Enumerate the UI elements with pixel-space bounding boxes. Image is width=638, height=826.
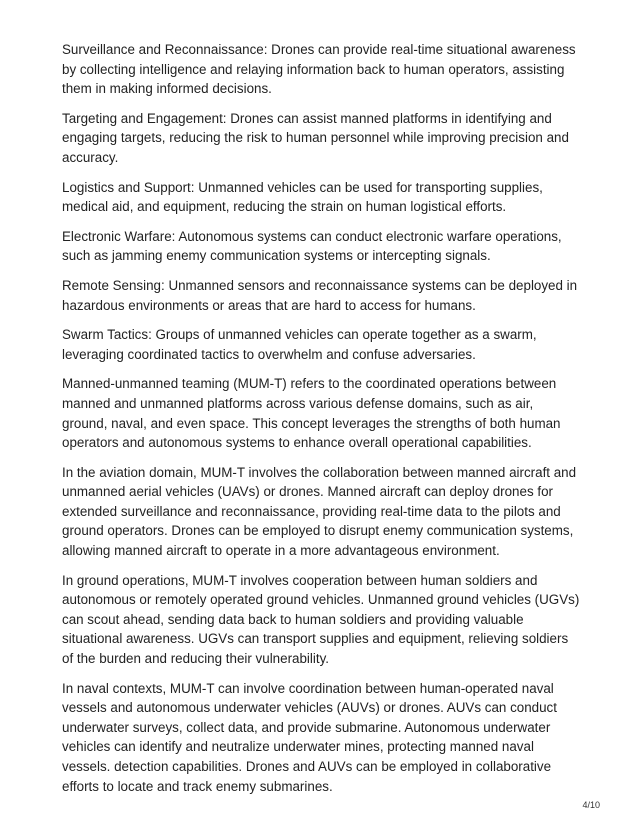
paragraph-surveillance-reconnaissance: Surveillance and Reconnaissance: Drones can provide real-time situational awareness by collecting intelligence and relaying information back to human operators, assisting them in making informed decisions. — [62, 42, 576, 97]
paragraph-mum-t-definition: Manned-unmanned teaming (MUM-T) refers to the coordinated operations between manned and unmanned platforms across various defense domains, such as air, ground, naval, and even space. This concept leverages the strengths of both human operators and autonomous systems to enhance overall operational capabilities. — [62, 376, 561, 451]
paragraph-remote-sensing: Remote Sensing: Unmanned sensors and reconnaissance systems can be deployed in hazardous environments or areas that are hard to access for humans. — [62, 277, 578, 313]
document-body — [62, 40, 582, 806]
paragraph-aviation-domain: In the aviation domain, MUM-T involves the collaboration between manned aircraft and unmanned aerial vehicles (UAVs) or drones. Manned aircraft can deploy drones for extended surveillance and reconnaissance, providing real-time data to the pilots and ground operators. Drones can be employed to disrupt enemy communication systems, allowing manned aircraft to operate in a more advantageous environment. — [62, 464, 577, 559]
paragraph-targeting-engagement: Targeting and Engagement: Drones can assist manned platforms in identifying and engaging targets, reducing the risk to human personnel while improving precision and accuracy. — [62, 110, 569, 165]
paragraph-ground-operations: In ground operations, MUM-T involves cooperation between human soldiers and autonomous or remotely operated ground vehicles. Unmanned ground vehicles (UGVs) can scout ahead, sending data back to human soldiers and providing valuable situational awareness. UGVs can transport supplies and equipment, relieving soldiers of the burden and reducing their vulnerability. — [62, 572, 580, 667]
paragraph-naval-contexts: In naval contexts, MUM-T can involve coordination between human-operated naval vessels and autonomous underwater vehicles (AUVs) or drones. AUVs can conduct underwater surveys, collect data, and provide submarine. Autonomous underwater vehicles can identify and neutralize underwater mines, protecting manned naval vessels. detection capabilities. Drones and AUVs can be employed in collaborative efforts to locate and track enemy submarines. — [62, 680, 557, 794]
paragraph-logistics-support: Logistics and Support: Unmanned vehicles can be used for transporting supplies, medical aid, and equipment, reducing the strain on human logistical efforts. — [62, 179, 543, 215]
page-number: 4/10 — [582, 800, 600, 810]
paragraph-electronic-warfare: Electronic Warfare: Autonomous systems can conduct electronic warfare operations, such as jamming enemy communication systems or intercepting signals. — [62, 228, 562, 264]
paragraph-swarm-tactics: Swarm Tactics: Groups of unmanned vehicles can operate together as a swarm, leveraging coordinated tactics to overwhelm and confuse adversaries. — [62, 327, 537, 362]
